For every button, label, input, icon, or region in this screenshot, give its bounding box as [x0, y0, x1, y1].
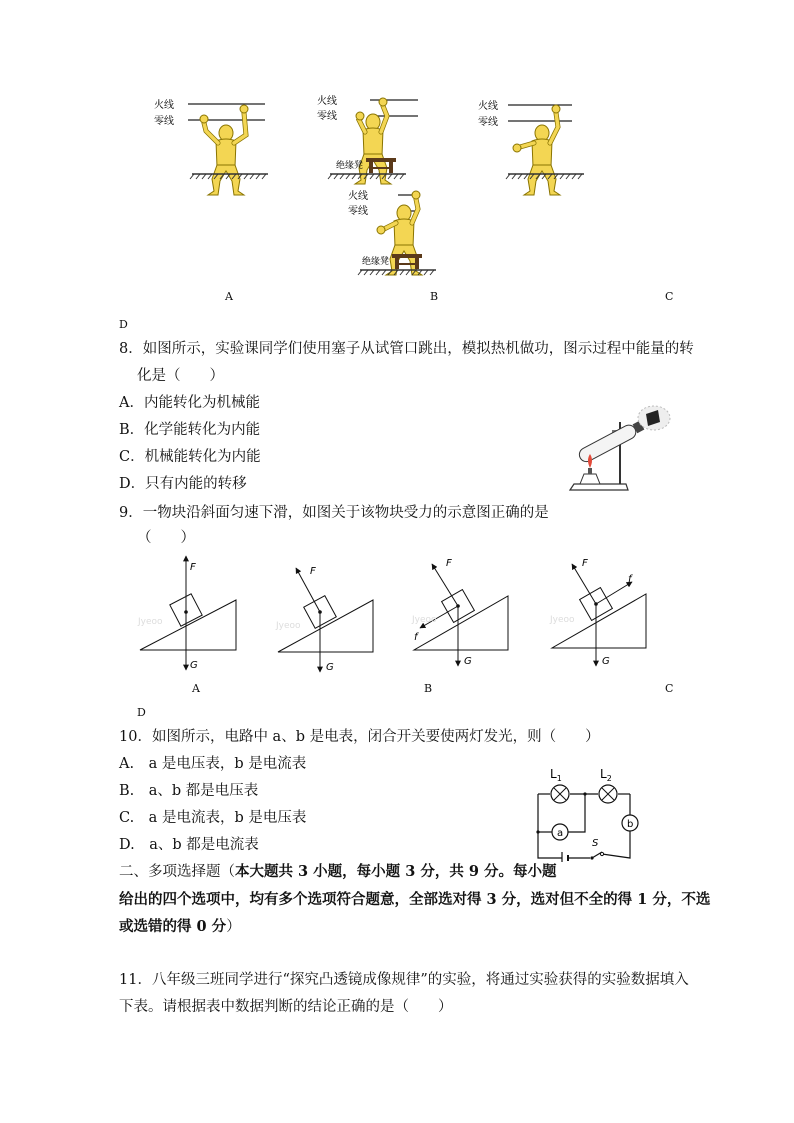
q9-figure-a [137, 556, 236, 671]
q10-switch-label: S [592, 838, 599, 849]
q7-letter-d: D [119, 318, 128, 331]
q10-meter-b-label: b [627, 819, 634, 830]
q9-letter-d: D [137, 706, 146, 719]
q8-option-c[interactable]: C．机械能转化为内能 [119, 449, 261, 465]
q9-c-force-f: F [446, 558, 452, 569]
q7-letter-c: C [665, 290, 674, 303]
q10-meter-a-label: a [557, 828, 564, 839]
q9-a-watermark: Jyeoo [138, 617, 163, 627]
q10-option-d[interactable]: D. a、b 都是电流表 [119, 837, 259, 853]
q7-letter-b: B [430, 290, 439, 303]
q9-a-force-g: G [190, 660, 198, 671]
q9-figure-c [411, 558, 508, 667]
q8-test-tube-figure [562, 400, 676, 502]
q9-b-force-g: G [326, 662, 334, 673]
q10-stem: 10．如图所示，电路中 a、b 是电表，闭合开关要使两灯发光，则（ ） [119, 729, 600, 745]
q7-c-neutral-label: 零线 [478, 117, 498, 128]
q7-figure-c [478, 99, 584, 195]
q11-stem-line1: 11．八年级三班同学进行“探究凸透镜成像规律”的实验，将通过实验获得的实验数据填入 [119, 972, 689, 988]
q8-option-b[interactable]: B．化学能转化为内能 [119, 422, 261, 438]
q9-a-force-f: F [190, 562, 196, 573]
q9-stem: 9．一物块沿斜面匀速下滑，如图关于该物块受力的示意图正确的是 [119, 505, 549, 521]
q7-a-neutral-label: 零线 [154, 116, 174, 127]
q7-d-neutral-label: 零线 [348, 206, 368, 217]
q9-letter-b: B [424, 682, 433, 695]
q10-lamp-l2-label: $L_2$ [600, 767, 612, 783]
q9-figures [130, 548, 690, 678]
q9-c-watermark: Jyeoo [412, 615, 437, 625]
q7-figures [140, 88, 700, 283]
q7-d-stool-label: 绝缘凳 [362, 257, 390, 267]
q10-option-b[interactable]: B. a、b 都是电压表 [119, 783, 259, 799]
q9-d-watermark: Jyeoo [550, 615, 575, 625]
q7-a-live-label: 火线 [154, 100, 174, 111]
q7-c-live-label: 火线 [478, 101, 498, 112]
q9-d-friction: f [628, 574, 632, 585]
q9-c-force-g: G [464, 656, 472, 667]
q10-option-c[interactable]: C. a 是电流表，b 是电压表 [119, 810, 307, 826]
q7-b-live-label: 火线 [317, 96, 337, 107]
q9-paren: （ ） [137, 530, 195, 546]
q9-d-force-g: G [602, 656, 610, 667]
q8-stem-line2: 化是（ ） [137, 368, 224, 384]
q9-letter-c: C [665, 682, 674, 695]
q9-b-force-f: F [310, 566, 316, 577]
q9-b-watermark: Jyeoo [276, 621, 301, 631]
q8-option-d[interactable]: D．只有内能的转移 [119, 476, 247, 492]
q8-stem-line1: 8．如图所示，实验课同学们使用塞子从试管口跳出，模拟热机做功，图示过程中能量的转 [119, 341, 694, 357]
q7-figure-d [348, 189, 436, 275]
section2-heading-line1: 二、多项选择题（本大题共 3 小题，每小题 3 分，共 9 分。每小题 [119, 863, 557, 880]
q9-figure-d [549, 558, 646, 667]
q7-b-stool-label: 绝缘凳 [336, 161, 364, 171]
section2-heading-line2: 给出的四个选项中，均有多个选项符合题意，全部选对得 3 分，选对但不全的得 1 分，不选 [119, 891, 711, 908]
q10-option-a[interactable]: A. a 是电压表，b 是电流表 [119, 756, 307, 772]
q7-figure-b [317, 94, 418, 184]
section2-heading-line3: 或选错的得 0 分） [119, 918, 241, 935]
q7-d-live-label: 火线 [348, 191, 368, 202]
q9-d-force-f: F [582, 558, 588, 569]
q11-stem-line2: 下表。请根据表中数据判断的结论正确的是（ ） [119, 999, 453, 1015]
q10-circuit-diagram [530, 762, 655, 862]
q7-b-neutral-label: 零线 [317, 111, 337, 122]
q9-figure-b [275, 566, 373, 673]
q9-letter-a: A [192, 682, 200, 695]
q10-lamp-l1-label: $L_1$ [550, 767, 562, 783]
q7-figure-a [154, 98, 268, 195]
q8-option-a[interactable]: A．内能转化为机械能 [119, 395, 260, 411]
q7-letter-a: A [225, 290, 233, 303]
q9-c-friction: f [414, 632, 418, 643]
